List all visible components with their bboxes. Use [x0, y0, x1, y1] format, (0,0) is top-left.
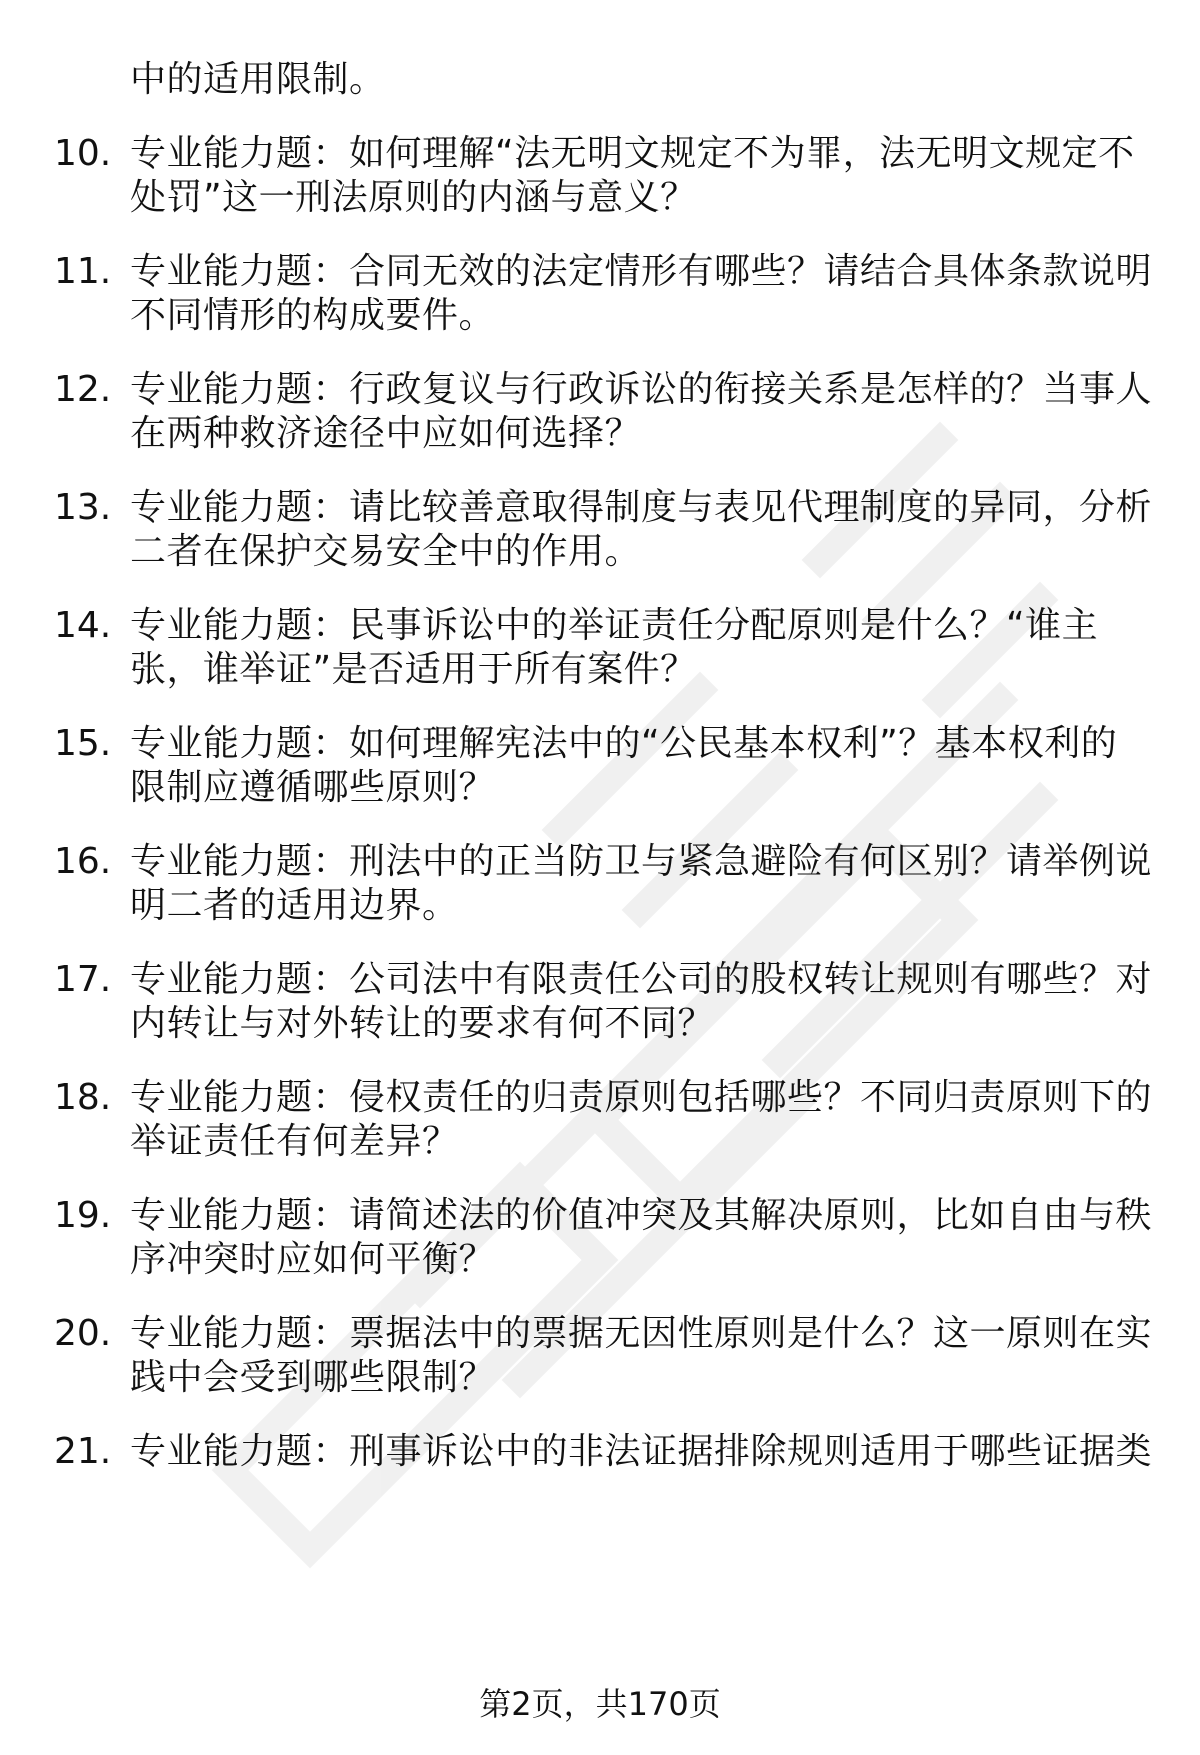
question-number: 15.: [54, 723, 112, 764]
question-text-line1: 专业能力题：刑法中的正当防卫与紧急避险有何区别？请举例说: [130, 841, 1153, 882]
question-number: 14.: [54, 605, 112, 646]
question-text-line2: 限制应遵循哪些原则？: [130, 767, 496, 808]
question-number: 18.: [54, 1077, 112, 1118]
question-text-line1: 专业能力题：请比较善意取得制度与表见代理制度的异同，分析: [130, 487, 1153, 528]
question-text-line1: 专业能力题：票据法中的票据无因性原则是什么？这一原则在实: [130, 1313, 1153, 1354]
question-number: 17.: [54, 959, 112, 1000]
question-text-line2: 举证责任有何差异？: [130, 1121, 459, 1162]
question-number: 13.: [54, 487, 112, 528]
question-text-line2: 内转让与对外转让的要求有何不同？: [130, 1003, 715, 1044]
question-text-line2: 序冲突时应如何平衡？: [130, 1239, 496, 1280]
question-text-line1: 专业能力题：侵权责任的归责原则包括哪些？不同归责原则下的: [130, 1077, 1153, 1118]
question-text-line1: 专业能力题：行政复议与行政诉讼的衔接关系是怎样的？当事人: [130, 369, 1153, 410]
question-text-line2: 张，谁举证”是否适用于所有案件？: [130, 649, 697, 690]
question-text-line2: 二者在保护交易安全中的作用。: [130, 531, 642, 572]
question-text-line1: 专业能力题：如何理解宪法中的“公民基本权利”？基本权利的: [130, 723, 1118, 764]
question-text-line1: 专业能力题：刑事诉讼中的非法证据排除规则适用于哪些证据类: [130, 1431, 1153, 1472]
question-text-line2: 在两种救济途径中应如何选择？: [130, 413, 642, 454]
question-text-line2: 不同情形的构成要件。: [130, 295, 496, 336]
question-number: 10.: [54, 133, 112, 174]
question-number: 20.: [54, 1313, 112, 1354]
question-text-line2: 明二者的适用边界。: [130, 885, 459, 926]
question-number: 16.: [54, 841, 112, 882]
question-text-line2: 处罚”这一刑法原则的内涵与意义？: [130, 177, 697, 218]
question-text-line1: 专业能力题：合同无效的法定情形有哪些？请结合具体条款说明: [130, 251, 1153, 292]
continuation-text: 中的适用限制。: [130, 59, 386, 100]
question-text-line1: 专业能力题：民事诉讼中的举证责任分配原则是什么？“谁主: [130, 605, 1099, 646]
question-number: 21.: [54, 1431, 112, 1472]
question-number: 19.: [54, 1195, 112, 1236]
question-text-line2: 践中会受到哪些限制？: [130, 1357, 496, 1398]
question-text-line1: 专业能力题：公司法中有限责任公司的股权转让规则有哪些？对: [130, 959, 1153, 1000]
question-number: 12.: [54, 369, 112, 410]
question-number: 11.: [54, 251, 112, 292]
question-text-line1: 专业能力题：请简述法的价值冲突及其解决原则，比如自由与秩: [130, 1195, 1153, 1236]
question-text-line1: 专业能力题：如何理解“法无明文规定不为罪，法无明文规定不: [130, 133, 1135, 174]
page-number-footer: 第2页，共170页: [479, 1685, 721, 1723]
